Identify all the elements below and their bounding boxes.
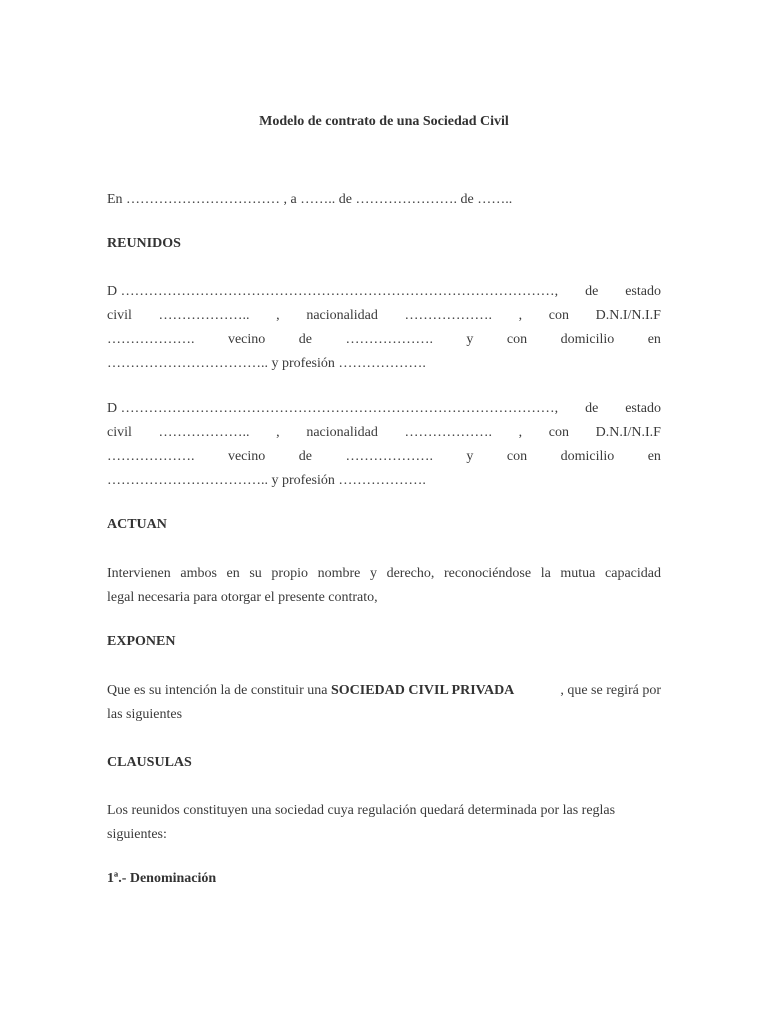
document-title: Modelo de contrato de una Sociedad Civil (259, 114, 509, 129)
heading-exponen: EXPONEN (107, 634, 176, 649)
heading-clausulas: CLAUSULAS (107, 755, 192, 770)
place-date-line: En …………………………… , a …….. de …………………. de …….. (107, 192, 513, 207)
party-line: ………………. vecino de ………………. y con domicilio en (107, 449, 661, 464)
party-line: D …………………………………………………………………………………, de estado (107, 401, 661, 416)
party-line: civil ……………….. , nacionalidad ………………. , con D.N.I/N.I.F (107, 308, 661, 323)
party-line: civil ……………….. , nacionalidad ………………. , con D.N.I/N.I.F (107, 425, 661, 440)
party-line: …………………………….. y profesión ………………. (107, 356, 426, 371)
party-line: …………………………….. y profesión ………………. (107, 473, 426, 488)
party-block-1 (107, 280, 661, 376)
party-block-2 (107, 397, 661, 493)
party-line: ………………. vecino de ………………. y con domicilio en (107, 332, 661, 347)
exponen-paragraph: Que es su intención la de constituir una SOCIEDAD CIVIL PRIVADA , que se regirá por las siguientes (107, 683, 661, 722)
clause-1-heading: 1ª.- Denominación (107, 871, 217, 886)
party-line: D …………………………………………………………………………………, de estado (107, 284, 661, 299)
actuan-paragraph: Intervienen ambos en su propio nombre y derecho, reconociéndose la mutua capacidad legal necesaria para otorgar el presente contrato, (107, 566, 661, 605)
heading-reunidos: REUNIDOS (107, 236, 181, 251)
clausulas-paragraph: Los reunidos constituyen una sociedad cuya regulación quedará determinada por las reglas siguientes: (107, 803, 616, 842)
heading-actuan: ACTUAN (107, 517, 167, 532)
